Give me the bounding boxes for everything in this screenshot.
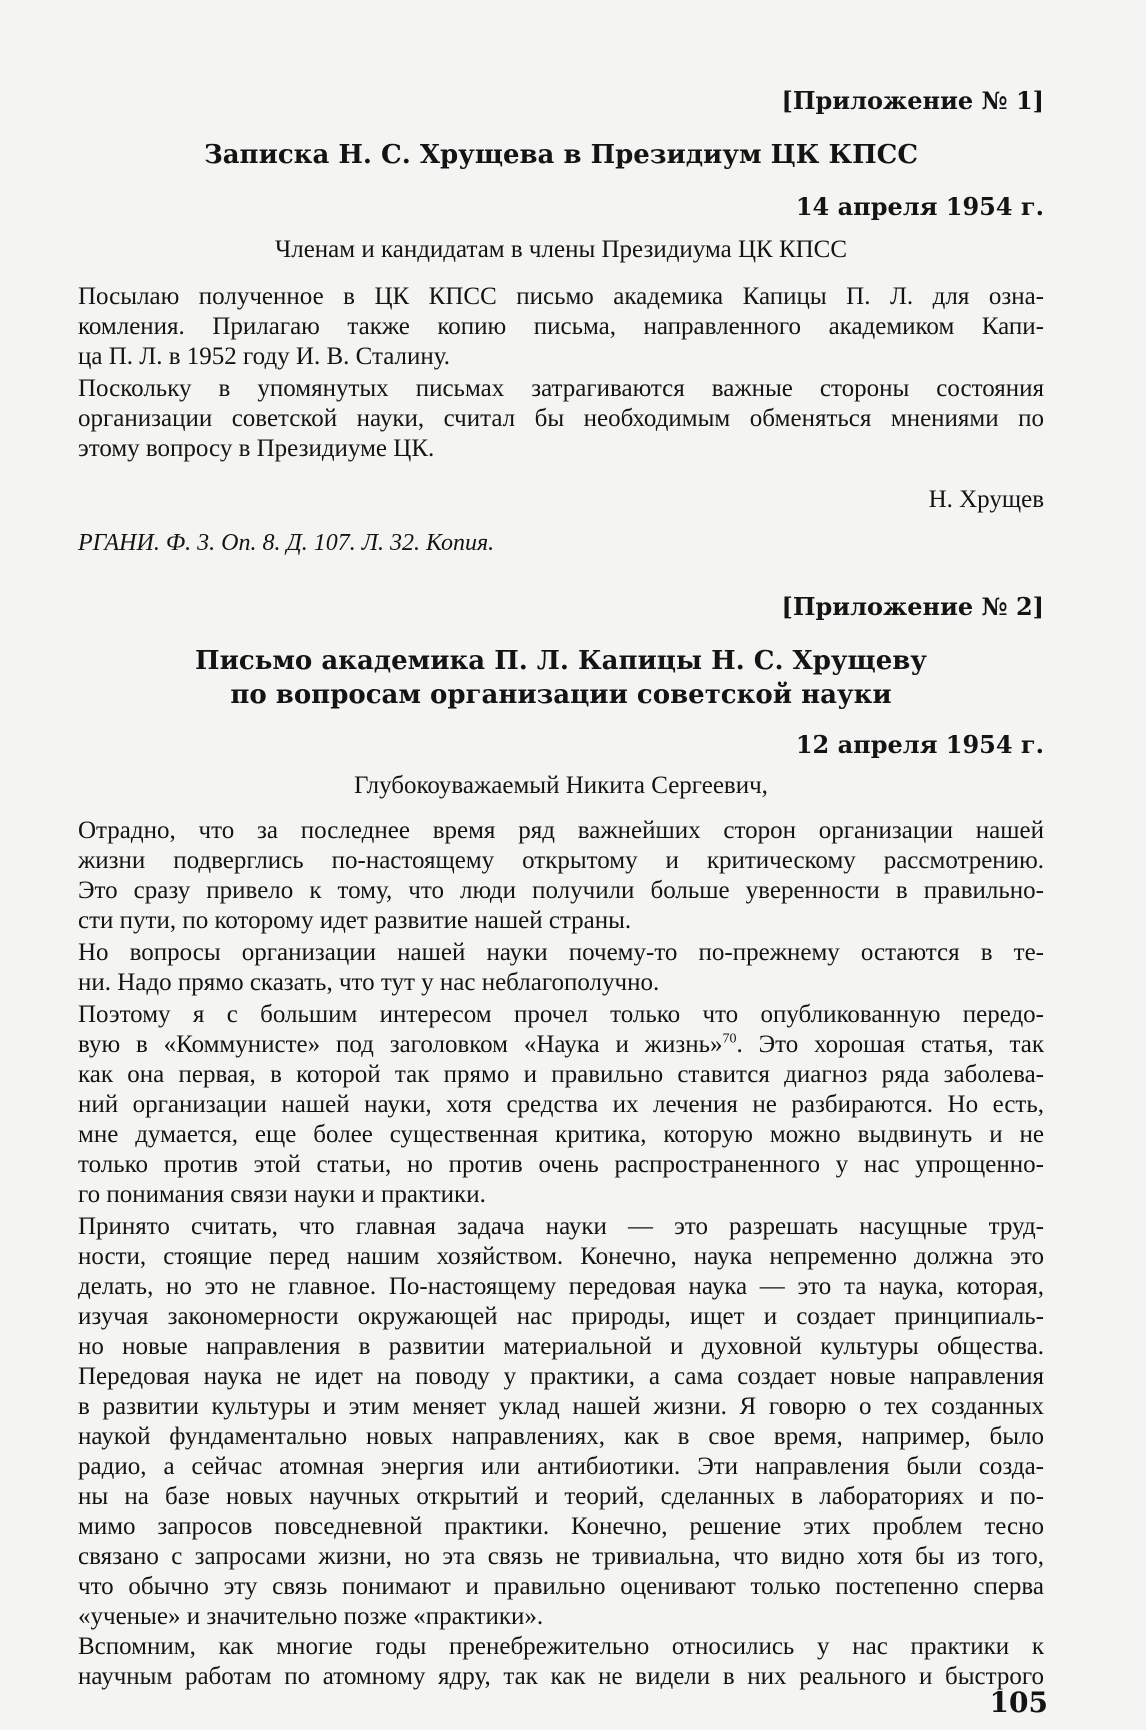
a2-p4-line-11: мимо запросов повседневной практики. Конечно, решение этих проблем тесно bbox=[78, 1513, 1044, 1540]
a2-p4-line-9: радио, а сейчас атомная энергия или антибиотики. Эти направления были созда- bbox=[78, 1453, 1044, 1480]
a2-p4-line-13: что обычно эту связь понимают и правильно оценивают только постепенно сперва bbox=[78, 1573, 1044, 1600]
a1-p1-line-3: ца П. Л. в 1952 году И. В. Сталину. bbox=[78, 343, 451, 370]
a2-p2-line-2: ни. Надо прямо сказать, что тут у нас неблагополучно. bbox=[78, 969, 660, 996]
a2-p1-line-1: Отрадно, что за последнее время ряд важнейших сторон организации нашей bbox=[78, 817, 1044, 844]
a2-p3-line-5: мне думается, еще более существенная критика, которую можно выдвинуть и не bbox=[78, 1121, 1044, 1148]
text-column bbox=[78, 0, 1044, 1730]
a2-p4-line-5: но новые направления в развитии материальной и духовной культуры общества. bbox=[78, 1333, 1044, 1360]
appendix-1-signature: Н. Хрущев bbox=[928, 486, 1044, 513]
appendix-2-label: [Приложение № 2] bbox=[781, 592, 1044, 621]
a2-p4-line-3: делать, но это не главное. По-настоящему передовая наука — это та наука, которая, bbox=[78, 1273, 1044, 1300]
a2-p3-line-4: ний организации нашей науки, хотя средства их лечения не разбираются. Но есть, bbox=[78, 1091, 1044, 1118]
appendix-2-title-line-1: Письмо академика П. Л. Капицы Н. С. Хрущеву bbox=[195, 646, 927, 676]
appendix-2-salutation: Глубокоуважаемый Никита Сергеевич, bbox=[354, 772, 768, 799]
appendix-2-title-line-2: по вопросам организации советской науки bbox=[230, 680, 892, 710]
a2-p5-line-2: научным работам по атомному ядру, так как не видели в них реального и быстрого bbox=[78, 1663, 1044, 1690]
appendix-1-title: Записка Н. С. Хрущева в Президиум ЦК КПСС bbox=[203, 140, 919, 170]
appendix-2-date: 12 апреля 1954 г. bbox=[795, 730, 1044, 759]
bleed-through-texture bbox=[60, 95, 66, 123]
a2-p4-line-1: Принято считать, что главная задача науки — это разрешать насущные труд- bbox=[78, 1213, 1044, 1240]
a2-p4-line-7: в развитии культуры и этим меняет уклад нашей жизни. Я говорю о тех созданных bbox=[78, 1393, 1044, 1420]
a2-p5-line-1: Вспомним, как многие годы пренебрежительно относились у нас практики к bbox=[78, 1633, 1044, 1660]
a2-p3-line-1: Поэтому я с большим интересом прочел только что опубликованную передо- bbox=[78, 1001, 1044, 1028]
a1-p2-line-3: этому вопросу в Президиуме ЦК. bbox=[78, 435, 435, 462]
appendix-1-date: 14 апреля 1954 г. bbox=[795, 192, 1044, 221]
a2-p1-line-2: жизни подверглись по-настоящему открытому и критическому рассмотрению. bbox=[78, 847, 1044, 874]
a2-p3-line-6: только против этой статьи, но против очень распространенного у нас упрощенно- bbox=[78, 1151, 1044, 1178]
a2-p4-line-8: наукой фундаментально новых направлениях, как в свое время, например, было bbox=[78, 1423, 1044, 1450]
a2-p3-line-3: как она первая, в которой так прямо и правильно ставится диагноз ряда заболева- bbox=[78, 1061, 1044, 1088]
appendix-1-source: РГАНИ. Ф. 3. Оп. 8. Д. 107. Л. 32. Копия. bbox=[78, 530, 495, 556]
a2-p3-line-2-tail: . Это хорошая статья, так bbox=[736, 1031, 1044, 1058]
a2-p4-line-12: связано с запросами жизни, но эта связь не тривиальна, что видно хотя бы из того, bbox=[78, 1543, 1044, 1570]
appendix-1-label: [Приложение № 1] bbox=[781, 86, 1044, 115]
a2-p4-line-6: Передовая наука не идет на поводу у практики, а сама создает новые направления bbox=[78, 1363, 1044, 1390]
a1-p2-line-1: Поскольку в упомянутых письмах затрагиваются важные стороны состояния bbox=[78, 375, 1044, 402]
a2-p3-line-2 bbox=[78, 1030, 1044, 1060]
a2-p2-line-1: Но вопросы организации нашей науки почему-то по-прежнему остаются в те- bbox=[78, 939, 1044, 966]
a2-p4-line-4: изучая закономерности окружающей нас природы, ищет и создает принципиаль- bbox=[78, 1303, 1044, 1330]
a1-p2-line-2: организации советской науки, считал бы необходимым обменяться мнениями по bbox=[78, 405, 1044, 432]
a2-p1-line-3: Это сразу привело к тому, что люди получили больше уверенности в правильно- bbox=[78, 877, 1044, 904]
footnote-70-ref: 70 bbox=[722, 1031, 737, 1047]
a2-p4-line-2: ности, стоящие перед нашим хозяйством. Конечно, наука непременно должна это bbox=[78, 1243, 1044, 1270]
a2-p4-line-14: «ученые» и значительно позже «практики». bbox=[78, 1603, 544, 1630]
page-number: 105 bbox=[989, 1686, 1048, 1719]
a1-p1-line-1: Посылаю полученное в ЦК КПСС письмо академика Капицы П. Л. для озна- bbox=[78, 283, 1044, 310]
a2-p1-line-4: сти пути, по которому идет развитие нашей страны. bbox=[78, 907, 632, 934]
a2-p4-line-10: ны на базе новых научных открытий и теорий, сделанных в лабораториях и по- bbox=[78, 1483, 1044, 1510]
appendix-1-addressee: Членам и кандидатам в члены Президиума ЦК КПСС bbox=[274, 236, 848, 263]
a2-p3-line-7: го понимания связи науки и практики. bbox=[78, 1181, 486, 1208]
a2-p3-line-2-text: вую в «Коммунисте» под заголовком «Наука и жизнь» bbox=[78, 1031, 723, 1058]
a1-p1-line-2: комления. Прилагаю также копию письма, направленного академиком Капи- bbox=[78, 313, 1044, 340]
